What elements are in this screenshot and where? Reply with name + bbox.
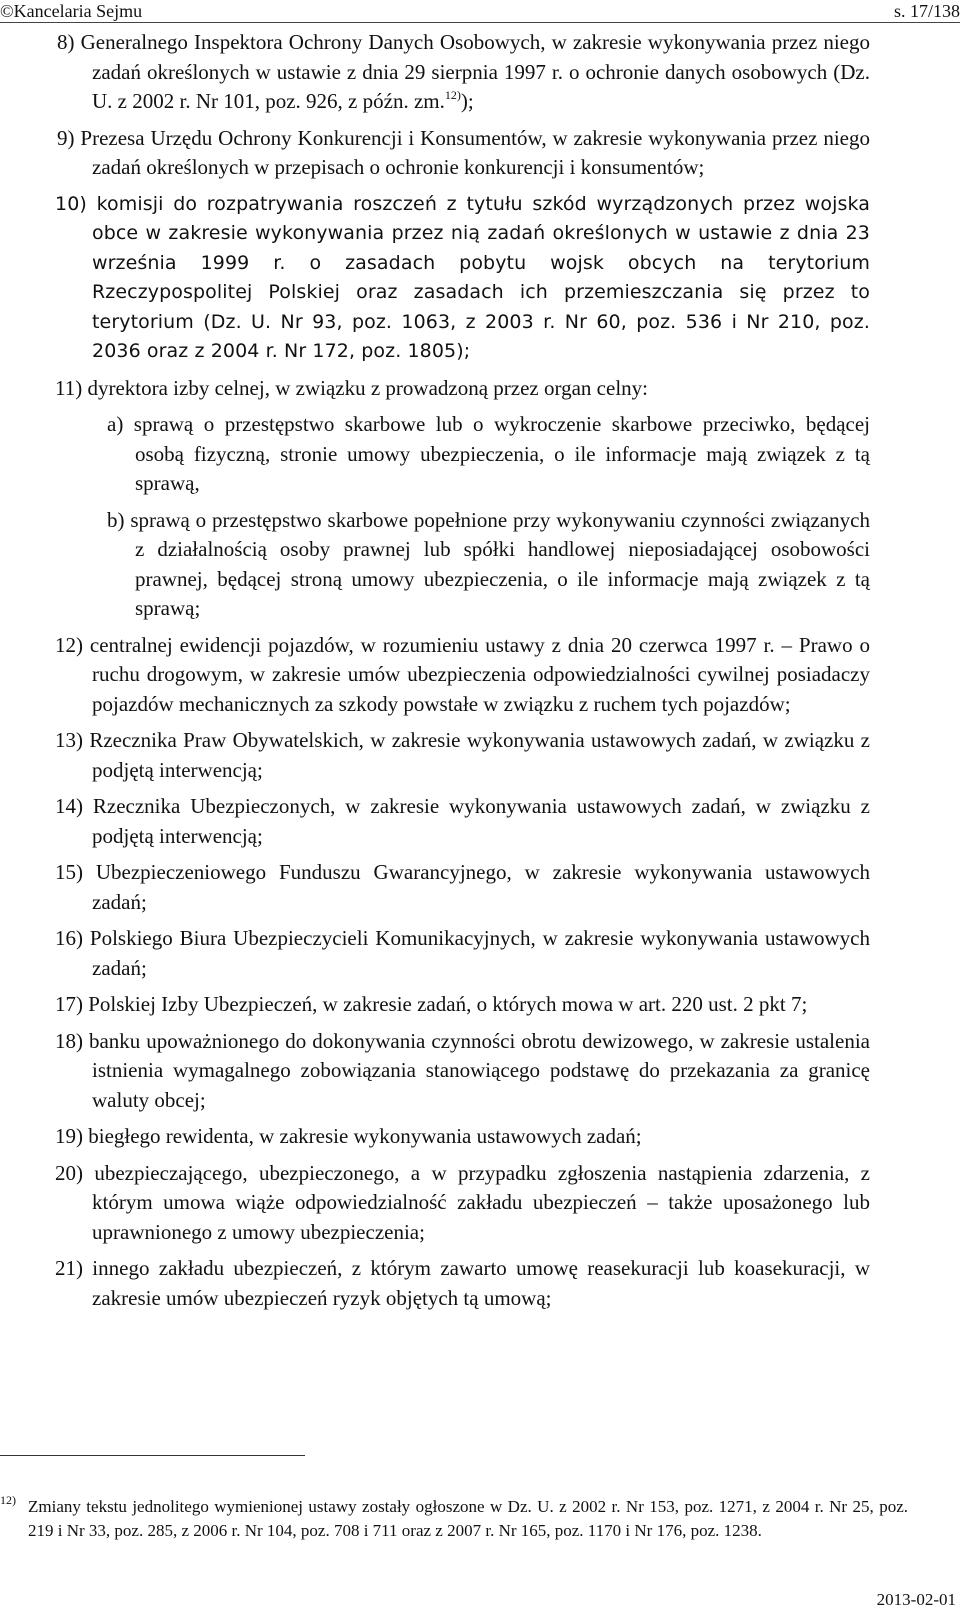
list-item: 11) dyrektora izby celnej, w związku z prowadzoną przez organ celny: (55, 375, 648, 400)
list-item: 12) centralnej ewidencji pojazdów, w rozumieniu ustawy z dnia 20 czerwca 1997 r. – Prawo o ruchu drogowym, w zakresie umów ubezpieczenia odpowiedzialności cywilnej posiadaczy pojazdów mechanicznych za szkody powstałe w związku z ruchem tych pojazdów; (55, 632, 870, 716)
sub-item: b) sprawą o przestępstwo skarbowe popełnione przy wykonywaniu czynności związanych z działalnością osoby prawnej lub spółki handlowej nieposiadającej osobowości prawnej, będącej stroną umowy ubezpieczenia, o ile informacje mają związek z tą sprawą; (107, 507, 870, 620)
document-date: 2013-02-01 (876, 1590, 956, 1609)
footnote-text: Zmiany tekstu jednolitego wymienionej ustawy zostały ogłoszone w Dz. U. z 2002 r. Nr 153, poz. 1271, z 2004 r. Nr 25, poz. 219 i Nr 33, poz. 285, z 2006 r. Nr 104, poz. 708 i 711 oraz z 2007 r. Nr 165, poz. 1170 i Nr 176, poz. 1238. (28, 1497, 908, 1540)
footnote-ref[interactable]: 12) (444, 88, 461, 102)
list-item: 10) komisji do rozpatrywania roszczeń z tytułu szkód wyrządzonych przez wojska obce w zakresie wykonywania przez nią zadań określonych w ustawie z dnia 23 września 1999 r. o zasadach pobytu wojsk obcych na terytorium Rzeczypospolitej Polskiej oraz zasadach ich przemieszczania się przez to terytorium (Dz. U. Nr 93, poz. 1063, z 2003 r. Nr 60, poz. 536 i Nr 210, poz. 2036 oraz z 2004 r. Nr 172, poz. 1805); (55, 192, 870, 362)
publisher-label: ©Kancelaria Sejmu (0, 1, 143, 21)
page-header (0, 0, 960, 22)
list-item (0, 28, 960, 117)
document-body (0, 28, 960, 1320)
list-item: 14) Rzecznika Ubezpieczonych, w zakresie wykonywania ustawowych zadań, w związku z podjętą interwencją; (55, 794, 870, 848)
list-item-tail: ); (460, 89, 474, 113)
footnote-divider (0, 1455, 305, 1456)
page-number: s. 17/138 (893, 1, 960, 21)
list-item-text: 8) Generalnego Inspektora Ochrony Danych Osobowych, w zakresie wykonywania przez niego zadań określonych w ustawie z dnia 29 sierpnia 1997 r. o ochronie danych osobowych (Dz. U. z 2002 r. Nr 101, poz. 926, z późn. zm. (57, 30, 870, 113)
list-item: 17) Polskiej Izby Ubezpieczeń, w zakresie zadań, o których mowa w art. 220 ust. 2 pkt 7; (55, 992, 808, 1016)
footnote-mark: 12) (0, 1493, 16, 1507)
list-item: 9) Prezesa Urzędu Ochrony Konkurencji i Konsumentów, w zakresie wykonywania przez niego zadań określonych w przepisach o ochronie konkurencji i konsumentów; (57, 125, 870, 179)
list-item: 18) banku upoważnionego do dokonywania czynności obrotu dewizowego, w zakresie ustalenia istnienia wymagalnego zobowiązania stanowiącego podstawę do przekazania za granicę waluty obcej; (55, 1028, 870, 1112)
list-item: 20) ubezpieczającego, ubezpieczonego, a w przypadku zgłoszenia nastąpienia zdarzenia, z którym umowa wiąże odpowiedzialność zakładu ubezpieczeń – także uposażonego lub uprawnionego z umowy ubezpieczenia; (55, 1160, 870, 1244)
list-item: 15) Ubezpieczeniowego Funduszu Gwarancyjnego, w zakresie wykonywania ustawowych zadań; (55, 860, 870, 914)
header-divider (0, 22, 960, 23)
footnote (0, 1488, 908, 1543)
list-item: 13) Rzecznika Praw Obywatelskich, w zakresie wykonywania ustawowych zadań, w związku z podjętą interwencją; (55, 728, 870, 782)
list-item: 19) biegłego rewidenta, w zakresie wykonywania ustawowych zadań; (55, 1124, 642, 1148)
list-item: 16) Polskiego Biura Ubezpieczycieli Komunikacyjnych, w zakresie wykonywania ustawowych zadań; (55, 926, 870, 980)
list-item: 21) innego zakładu ubezpieczeń, z którym zawarto umowę reasekuracji lub koasekuracji, w zakresie umów ubezpieczeń ryzyk objętych tą umową; (55, 1256, 870, 1310)
sub-item: a) sprawą o przestępstwo skarbowe lub o wykroczenie skarbowe przeciwko, będącej osobą fizyczną, stronie umowy ubezpieczenia, o ile informacje mają związek z tą sprawą, (107, 412, 870, 495)
